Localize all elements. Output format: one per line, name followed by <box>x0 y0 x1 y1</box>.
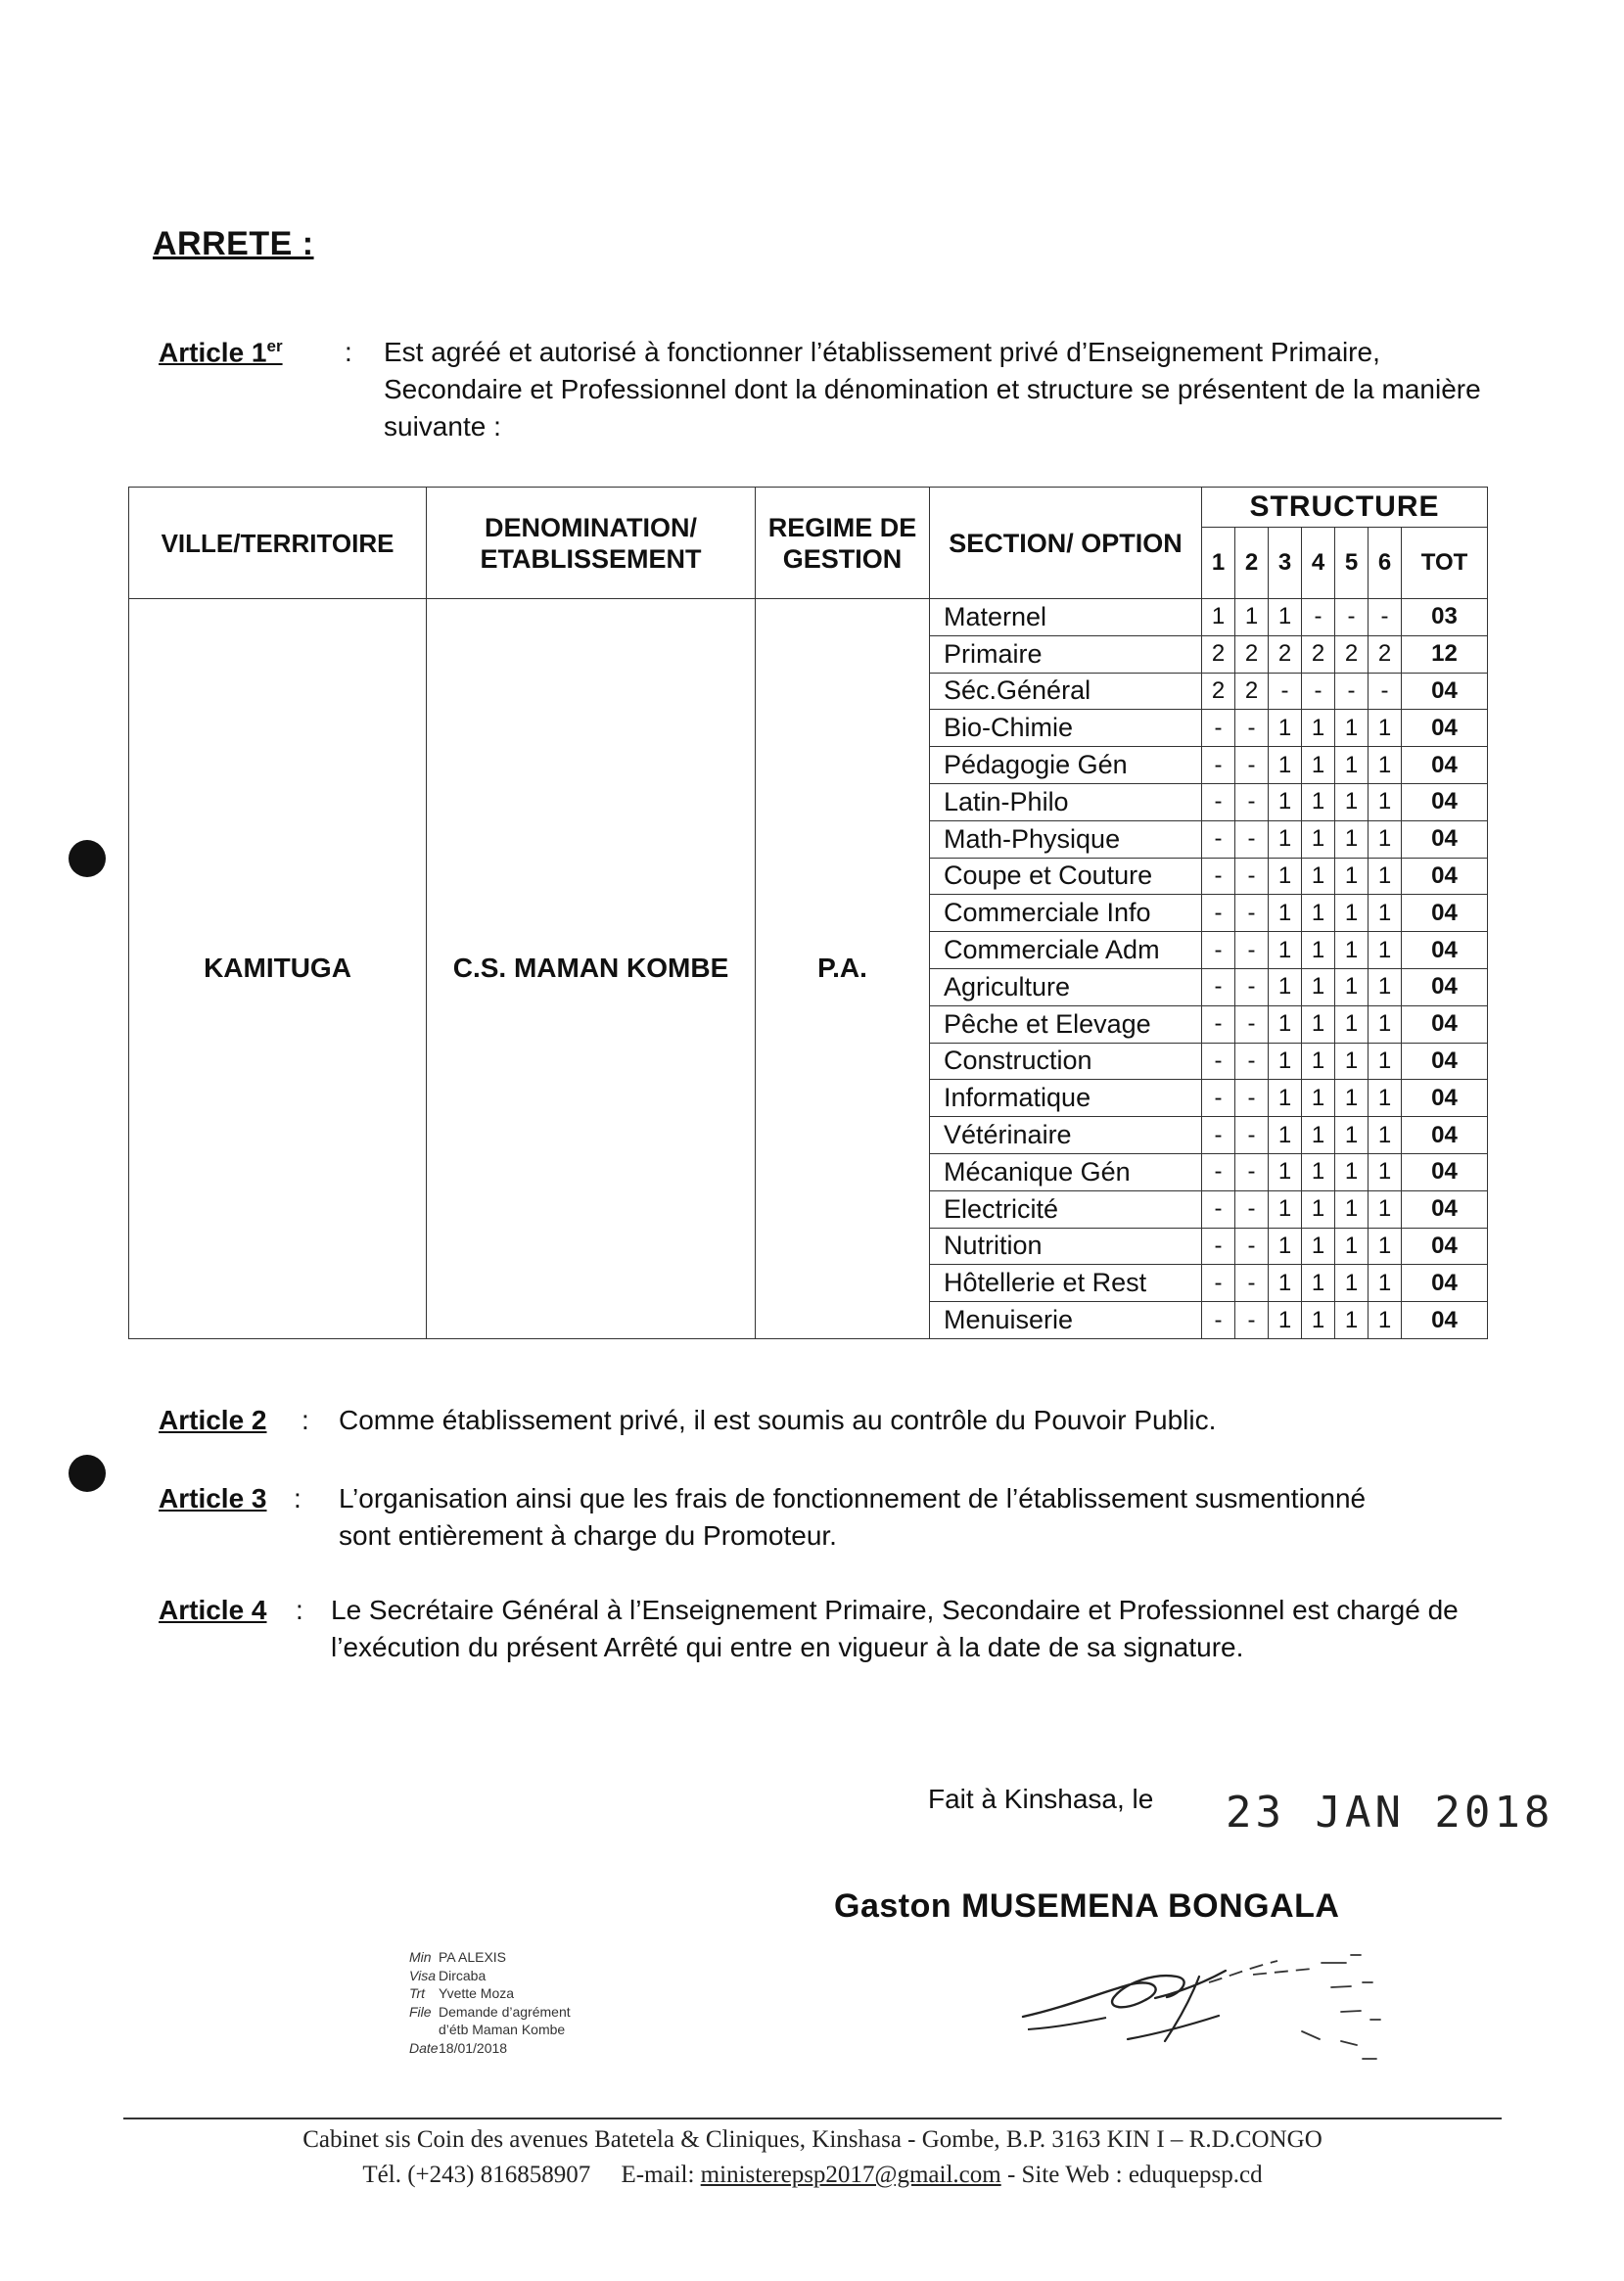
article-3-label: Article 3 <box>159 1483 267 1513</box>
option-cell: Maternel <box>930 599 1202 636</box>
option-cell: Séc.Général <box>930 673 1202 710</box>
year-1-cell: - <box>1202 1265 1235 1302</box>
year-6-cell: 1 <box>1369 1080 1402 1117</box>
year-3-cell: 1 <box>1269 1043 1302 1080</box>
total-cell: 04 <box>1402 1005 1488 1043</box>
year-5-cell: - <box>1335 599 1369 636</box>
year-5-cell: 1 <box>1335 1043 1369 1080</box>
year-3-cell: 1 <box>1269 1190 1302 1228</box>
year-2-cell: - <box>1235 1153 1269 1190</box>
year-2-cell: 2 <box>1235 635 1269 673</box>
year-1-cell: - <box>1202 783 1235 820</box>
year-5-cell: 2 <box>1335 635 1369 673</box>
year-4-cell: 1 <box>1302 783 1335 820</box>
year-3-cell: 1 <box>1269 932 1302 969</box>
year-5-cell: 1 <box>1335 710 1369 747</box>
footer-email[interactable]: ministerepsp2017@gmail.com <box>700 2162 1001 2188</box>
year-5-cell: 1 <box>1335 1190 1369 1228</box>
total-cell: 04 <box>1402 895 1488 932</box>
year-1-cell: - <box>1202 1117 1235 1154</box>
year-5-cell: 1 <box>1335 858 1369 895</box>
option-cell: Commerciale Adm <box>930 932 1202 969</box>
year-1-cell: - <box>1202 858 1235 895</box>
binder-hole-1 <box>69 840 106 877</box>
year-5-cell: 1 <box>1335 820 1369 858</box>
year-2-cell: - <box>1235 968 1269 1005</box>
header-ville: VILLE/TERRITOIRE <box>129 488 427 599</box>
option-cell: Primaire <box>930 635 1202 673</box>
year-5-cell: 1 <box>1335 895 1369 932</box>
year-1-cell: - <box>1202 1043 1235 1080</box>
option-cell: Nutrition <box>930 1228 1202 1265</box>
year-6-cell: 1 <box>1369 1117 1402 1154</box>
year-6-cell: 1 <box>1369 932 1402 969</box>
year-1-cell: 2 <box>1202 673 1235 710</box>
year-2-cell: - <box>1235 1005 1269 1043</box>
year-3-cell: 1 <box>1269 858 1302 895</box>
metadata-value: Dircaba <box>439 1967 487 1983</box>
year-2-cell: - <box>1235 1117 1269 1154</box>
option-cell: Mécanique Gén <box>930 1153 1202 1190</box>
year-4-cell: 1 <box>1302 968 1335 1005</box>
option-cell: Hôtellerie et Rest <box>930 1265 1202 1302</box>
metadata-value: PA ALEXIS <box>439 1949 507 1965</box>
year-5-cell: 1 <box>1335 1153 1369 1190</box>
metadata-key: File <box>409 2003 432 2020</box>
year-3-cell: 1 <box>1269 1080 1302 1117</box>
header-section: SECTION/ OPTION <box>930 488 1202 599</box>
year-5-cell: 1 <box>1335 783 1369 820</box>
article-2-label: Article 2 <box>159 1405 267 1435</box>
year-4-cell: 1 <box>1302 1080 1335 1117</box>
year-1-cell: - <box>1202 1302 1235 1339</box>
article-4-label: Article 4 <box>159 1595 267 1625</box>
year-1-cell: - <box>1202 1080 1235 1117</box>
year-4-cell: - <box>1302 599 1335 636</box>
metadata-value: 18/01/2018 <box>439 2039 508 2056</box>
year-1-cell: - <box>1202 1190 1235 1228</box>
option-cell: Latin-Philo <box>930 783 1202 820</box>
year-5-cell: 1 <box>1335 1080 1369 1117</box>
article-3-text: L’organisation ainsi que les frais de fonctionnement de l’établissement susmentionné sont entièrement à charge du Promoteur. <box>339 1483 1367 1551</box>
option-cell: Vétérinaire <box>930 1117 1202 1154</box>
metadata-line <box>409 2039 571 2058</box>
option-cell: Coupe et Couture <box>930 858 1202 895</box>
article-2-text: Comme établissement privé, il est soumis au contrôle du Pouvoir Public. <box>339 1405 1217 1435</box>
year-6-cell: 1 <box>1369 1265 1402 1302</box>
year-4-cell: - <box>1302 673 1335 710</box>
binder-hole-2 <box>69 1455 106 1492</box>
year-2-cell: - <box>1235 895 1269 932</box>
year-6-cell: 1 <box>1369 1190 1402 1228</box>
year-1-cell: 1 <box>1202 599 1235 636</box>
year-5-cell: 1 <box>1335 1302 1369 1339</box>
article-1-label: Article 1er <box>159 337 283 368</box>
header-year-2: 2 <box>1235 528 1269 599</box>
total-cell: 04 <box>1402 1153 1488 1190</box>
year-3-cell: 1 <box>1269 1228 1302 1265</box>
year-4-cell: 1 <box>1302 710 1335 747</box>
metadata-line <box>409 1984 571 2003</box>
year-3-cell: 1 <box>1269 1153 1302 1190</box>
option-cell: Commerciale Info <box>930 895 1202 932</box>
year-4-cell: 1 <box>1302 1005 1335 1043</box>
footer-contact <box>123 2162 1502 2189</box>
year-2-cell: - <box>1235 1302 1269 1339</box>
metadata-line <box>409 2003 571 2022</box>
year-5-cell: 1 <box>1335 747 1369 784</box>
year-4-cell: 1 <box>1302 895 1335 932</box>
year-4-cell: 1 <box>1302 1043 1335 1080</box>
arrete-heading: ARRETE : <box>153 225 314 262</box>
year-1-cell: - <box>1202 932 1235 969</box>
article-4-colon: : <box>296 1595 303 1625</box>
option-cell: Pédagogie Gén <box>930 747 1202 784</box>
option-cell: Electricité <box>930 1190 1202 1228</box>
year-3-cell: 1 <box>1269 1302 1302 1339</box>
fait-a-kinshasa: Fait à Kinshasa, le <box>928 1784 1154 1814</box>
total-cell: 04 <box>1402 673 1488 710</box>
option-cell: Pêche et Elevage <box>930 1005 1202 1043</box>
year-6-cell: 1 <box>1369 1005 1402 1043</box>
handwritten-signature <box>1008 1943 1419 2080</box>
total-cell: 12 <box>1402 635 1488 673</box>
year-3-cell: 1 <box>1269 820 1302 858</box>
metadata-line <box>409 2021 571 2039</box>
year-4-cell: 1 <box>1302 747 1335 784</box>
year-3-cell: 1 <box>1269 895 1302 932</box>
structure-table <box>128 487 1488 1339</box>
year-6-cell: 1 <box>1369 1302 1402 1339</box>
year-2-cell: - <box>1235 820 1269 858</box>
option-cell: Math-Physique <box>930 820 1202 858</box>
year-3-cell: 1 <box>1269 1005 1302 1043</box>
year-2-cell: 1 <box>1235 599 1269 636</box>
year-2-cell: - <box>1235 1265 1269 1302</box>
year-5-cell: 1 <box>1335 968 1369 1005</box>
regime-cell: P.A. <box>756 599 930 1339</box>
year-1-cell: - <box>1202 1005 1235 1043</box>
article-1-colon: : <box>345 337 352 367</box>
year-1-cell: - <box>1202 895 1235 932</box>
year-2-cell: - <box>1235 932 1269 969</box>
header-year-5: 5 <box>1335 528 1369 599</box>
total-cell: 04 <box>1402 1117 1488 1154</box>
year-6-cell: - <box>1369 599 1402 636</box>
year-3-cell: 1 <box>1269 599 1302 636</box>
article-2-colon: : <box>302 1405 309 1435</box>
year-5-cell: 1 <box>1335 1117 1369 1154</box>
metadata-key: Date <box>409 2039 439 2056</box>
footer-phone: Tél. (+243) 816858907 <box>362 2162 591 2188</box>
metadata-key: Trt <box>409 1985 426 2001</box>
year-6-cell: 1 <box>1369 895 1402 932</box>
year-5-cell: 1 <box>1335 1265 1369 1302</box>
option-cell: Bio-Chimie <box>930 710 1202 747</box>
header-year-6: 6 <box>1369 528 1402 599</box>
article-3-colon: : <box>294 1483 302 1513</box>
year-2-cell: - <box>1235 1190 1269 1228</box>
year-2-cell: - <box>1235 1228 1269 1265</box>
year-5-cell: 1 <box>1335 1228 1369 1265</box>
year-5-cell: - <box>1335 673 1369 710</box>
year-4-cell: 2 <box>1302 635 1335 673</box>
year-4-cell: 1 <box>1302 858 1335 895</box>
year-3-cell: 1 <box>1269 1265 1302 1302</box>
signer-name: Gaston MUSEMENA BONGALA <box>834 1887 1340 1925</box>
year-1-cell: - <box>1202 747 1235 784</box>
total-cell: 04 <box>1402 1043 1488 1080</box>
year-4-cell: 1 <box>1302 820 1335 858</box>
year-2-cell: 2 <box>1235 673 1269 710</box>
year-6-cell: 2 <box>1369 635 1402 673</box>
year-1-cell: 2 <box>1202 635 1235 673</box>
year-5-cell: 1 <box>1335 1005 1369 1043</box>
total-cell: 04 <box>1402 968 1488 1005</box>
routing-metadata <box>409 1948 571 2057</box>
footer-site: - Site Web : eduquepsp.cd <box>1006 2162 1263 2188</box>
option-cell: Agriculture <box>930 968 1202 1005</box>
year-6-cell: 1 <box>1369 783 1402 820</box>
option-cell: Construction <box>930 1043 1202 1080</box>
total-cell: 04 <box>1402 1080 1488 1117</box>
total-cell: 04 <box>1402 1302 1488 1339</box>
header-year-4: 4 <box>1302 528 1335 599</box>
year-1-cell: - <box>1202 1153 1235 1190</box>
total-cell: 04 <box>1402 747 1488 784</box>
total-cell: 04 <box>1402 1265 1488 1302</box>
total-cell: 04 <box>1402 783 1488 820</box>
total-cell: 04 <box>1402 858 1488 895</box>
metadata-line <box>409 1948 571 1967</box>
year-3-cell: 1 <box>1269 710 1302 747</box>
year-2-cell: - <box>1235 1080 1269 1117</box>
year-1-cell: - <box>1202 710 1235 747</box>
year-4-cell: 1 <box>1302 932 1335 969</box>
ville-cell: KAMITUGA <box>129 599 427 1339</box>
year-4-cell: 1 <box>1302 1265 1335 1302</box>
year-2-cell: - <box>1235 783 1269 820</box>
year-2-cell: - <box>1235 858 1269 895</box>
year-6-cell: 1 <box>1369 1153 1402 1190</box>
header-structure: STRUCTURE <box>1202 488 1488 528</box>
total-cell: 04 <box>1402 1190 1488 1228</box>
footer-address: Cabinet sis Coin des avenues Batetela & Cliniques, Kinshasa - Gombe, B.P. 3163 KIN I – R.D.CONGO <box>302 2126 1322 2153</box>
metadata-key: Visa <box>409 1967 436 1983</box>
year-4-cell: 1 <box>1302 1302 1335 1339</box>
year-2-cell: - <box>1235 1043 1269 1080</box>
header-year-1: 1 <box>1202 528 1235 599</box>
year-4-cell: 1 <box>1302 1228 1335 1265</box>
metadata-value: d’étb Maman Kombe <box>439 2022 566 2037</box>
year-1-cell: - <box>1202 968 1235 1005</box>
year-3-cell: 1 <box>1269 968 1302 1005</box>
option-cell: Menuiserie <box>930 1302 1202 1339</box>
option-cell: Informatique <box>930 1080 1202 1117</box>
metadata-value: Yvette Moza <box>439 1985 515 2001</box>
header-year-3: 3 <box>1269 528 1302 599</box>
total-cell: 03 <box>1402 599 1488 636</box>
footer-rule <box>123 2118 1502 2119</box>
year-3-cell: 2 <box>1269 635 1302 673</box>
total-cell: 04 <box>1402 710 1488 747</box>
year-1-cell: - <box>1202 1228 1235 1265</box>
year-4-cell: 1 <box>1302 1117 1335 1154</box>
header-denomination: DENOMINATION/ ETABLISSEMENT <box>427 488 756 599</box>
article-4-text: Le Secrétaire Général à l’Enseignement Primaire, Secondaire et Professionnel est chargé de l’exécution du présent Arrêté qui entre en vigueur à la date de sa signature. <box>331 1595 1459 1662</box>
article-1-text: Est agréé et autorisé à fonctionner l’établissement privé d’Enseignement Primaire, Secondaire et Professionnel dont la dénomination et structure se présentent de la manière suivante : <box>384 337 1481 442</box>
year-6-cell: 1 <box>1369 1228 1402 1265</box>
year-6-cell: 1 <box>1369 968 1402 1005</box>
total-cell: 04 <box>1402 932 1488 969</box>
year-5-cell: 1 <box>1335 932 1369 969</box>
year-6-cell: 1 <box>1369 747 1402 784</box>
year-3-cell: 1 <box>1269 783 1302 820</box>
metadata-key: Min <box>409 1949 432 1965</box>
year-6-cell: 1 <box>1369 820 1402 858</box>
denomination-cell: C.S. MAMAN KOMBE <box>427 599 756 1339</box>
header-tot: TOT <box>1402 528 1488 599</box>
signature-date-stamp: 23 JAN 2018 <box>1226 1788 1554 1838</box>
year-6-cell: 1 <box>1369 858 1402 895</box>
year-2-cell: - <box>1235 710 1269 747</box>
year-6-cell: - <box>1369 673 1402 710</box>
metadata-value: Demande d’agrément <box>439 2003 571 2020</box>
table-row <box>129 599 1488 636</box>
total-cell: 04 <box>1402 1228 1488 1265</box>
header-regime: REGIME DE GESTION <box>756 488 930 599</box>
year-2-cell: - <box>1235 747 1269 784</box>
footer-email-label: E-mail: <box>621 2162 695 2188</box>
metadata-line <box>409 1967 571 1985</box>
year-3-cell: 1 <box>1269 1117 1302 1154</box>
total-cell: 04 <box>1402 820 1488 858</box>
year-3-cell: - <box>1269 673 1302 710</box>
year-4-cell: 1 <box>1302 1153 1335 1190</box>
year-1-cell: - <box>1202 820 1235 858</box>
year-6-cell: 1 <box>1369 1043 1402 1080</box>
year-6-cell: 1 <box>1369 710 1402 747</box>
year-4-cell: 1 <box>1302 1190 1335 1228</box>
year-3-cell: 1 <box>1269 747 1302 784</box>
